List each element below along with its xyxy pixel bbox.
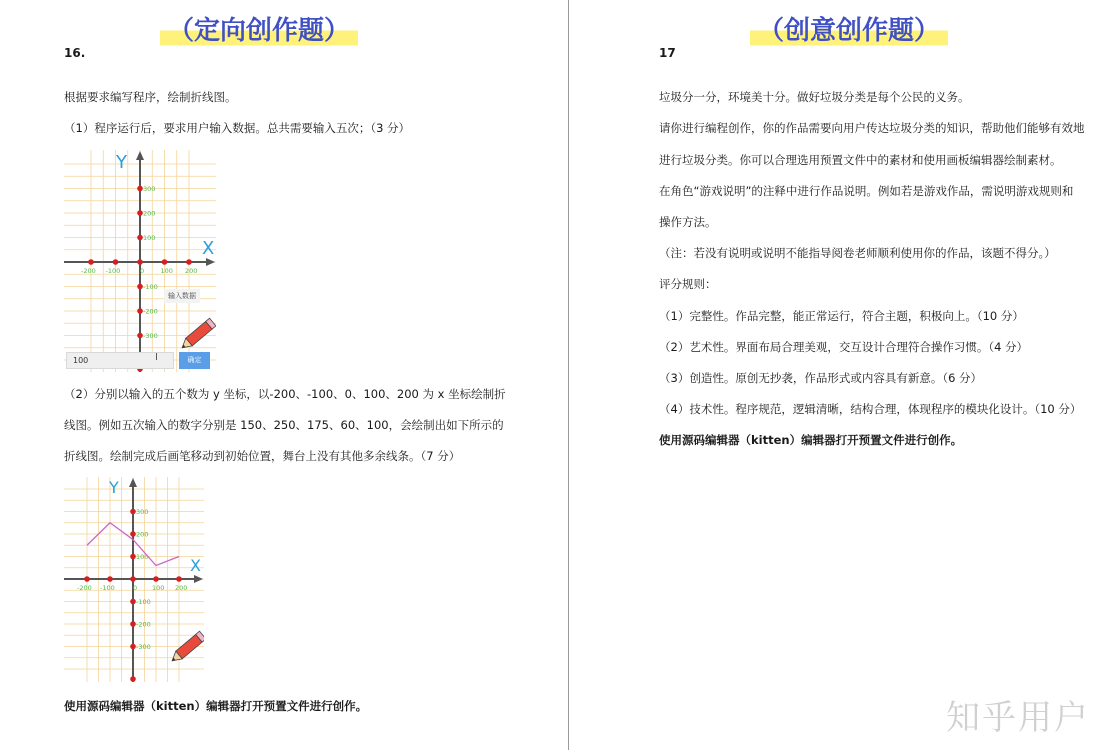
x-axis-arrow (206, 258, 215, 266)
y-tick-label: 300 (143, 185, 156, 193)
question-16-requirement-2-line-1: （2）分别以输入的五个数为 y 坐标，以-200、-100、0、100、200 为 x 坐标绘制折 (64, 387, 506, 401)
figure-1-coordinate-grid (64, 150, 216, 372)
y-tick-label: 100 (136, 553, 149, 561)
question-17-paragraph-2: 请你进行编程创作，你的作品需要向用户传达垃圾分类的知识，帮助他们能够有效地 (659, 121, 1085, 135)
x-tick-point (84, 576, 90, 582)
y-tick-label: -100 (143, 283, 158, 291)
y-tick-point (137, 186, 143, 192)
right-section-banner: （创意创作题） (750, 14, 948, 48)
y-tick-label: -100 (136, 598, 151, 606)
question-16-requirement-2-line-2: 线图。例如五次输入的数字分别是 150、250、175、60、100，会绘制出如下所示的 (64, 418, 504, 432)
question-17-paragraph-4: 在角色“游戏说明”的注释中进行作品说明。例如若是游戏作品，需说明游戏规则和 (659, 184, 1074, 198)
y-tick-point (130, 509, 136, 515)
x-tick-label: 0 (140, 267, 145, 275)
y-axis-label: Y (116, 152, 127, 173)
scoring-rule-4: （4）技术性。程序规范，逻辑清晰，结构合理，体现程序的模块化设计。（10 分） (659, 402, 1082, 416)
x-tick-point (162, 259, 168, 265)
question-16-requirement-1: （1）程序运行后，要求用户输入数据。总共需要输入五次；（3 分） (64, 121, 411, 135)
zhihu-watermark: 知乎用户 (946, 698, 1090, 738)
figure-1-text-cursor: I (155, 352, 158, 363)
question-16-requirement-2-line-3: 折线图。绘制完成后画笔移动到初始位置，舞台上没有其他多余线条。（7 分） (64, 449, 461, 463)
y-tick-point (130, 644, 136, 650)
scoring-rules-heading: 评分规则： (659, 277, 717, 291)
x-tick-point (130, 576, 136, 582)
y-tick-point (130, 621, 136, 627)
page-divider (568, 0, 569, 750)
y-tick-label: 200 (136, 530, 149, 539)
x-tick-label: 0 (133, 584, 138, 592)
x-axis-arrow (194, 575, 203, 583)
x-tick-label: -200 (77, 584, 92, 592)
x-tick-label: -100 (100, 584, 115, 592)
x-tick-label: 200 (175, 584, 188, 592)
y-tick-label: 100 (143, 234, 156, 242)
x-tick-point (107, 576, 113, 582)
y-tick-point (130, 599, 136, 605)
x-tick-point (113, 259, 119, 265)
x-tick-point (153, 576, 159, 582)
question-16-intro: 根据要求编写程序，绘制折线图。 (64, 90, 237, 104)
x-tick-label: -100 (105, 267, 121, 275)
y-axis-label: Y (109, 478, 119, 497)
y-tick-point (130, 531, 136, 537)
question-17-footer: 使用源码编辑器（kitten）编辑器打开预置文件进行创作。 (659, 433, 963, 447)
x-tick-label: -200 (81, 267, 96, 275)
scoring-rule-2: （2）艺术性。界面布局合理美观，交互设计合理符合操作习惯。（4 分） (659, 340, 1029, 354)
question-17-paragraph-3: 进行垃圾分类。你可以合理选用预置文件中的素材和使用画板编辑器绘制素材。 (659, 153, 1062, 167)
figure-2-line-chart-example (64, 477, 204, 682)
scoring-rule-3: （3）创造性。原创无抄袭，作品形式或内容具有新意。（6 分） (659, 371, 983, 385)
pencil-icon (169, 631, 204, 664)
figure-1-ok-button: 确定 (179, 352, 210, 369)
x-tick-point (88, 259, 94, 265)
y-tick-label: -200 (136, 620, 151, 629)
y-tick-label: 300 (136, 508, 149, 516)
x-tick-point (176, 576, 182, 582)
y-tick-label: -200 (143, 307, 158, 316)
y-tick-label: 200 (143, 209, 156, 218)
question-17-note: （注：若没有说明或说明不能指导阅卷老师顺利使用你的作品，该题不得分。） (659, 246, 1056, 260)
y-axis-end-point (130, 676, 136, 682)
left-section-banner: （定向创作题） (160, 14, 358, 48)
scoring-rule-1: （1）完整性。作品完整，能正常运行，符合主题，积极向上。（10 分） (659, 309, 1024, 323)
x-tick-point (186, 259, 192, 265)
figure-1-input-field: 100 (66, 352, 174, 369)
y-tick-point (130, 554, 136, 560)
y-tick-point (137, 308, 143, 314)
x-tick-label: 100 (152, 584, 165, 592)
question-16-footer: 使用源码编辑器（kitten）编辑器打开预置文件进行创作。 (64, 699, 368, 713)
y-tick-label: -300 (143, 332, 158, 340)
x-tick-point (137, 259, 143, 265)
y-axis-arrow (129, 478, 137, 487)
figure-1-input-prompt: 输入数据 (164, 289, 200, 303)
question-17-paragraph-1: 垃圾分一分，环境美十分。做好垃圾分类是每个公民的义务。 (659, 90, 970, 104)
question-number-17: 17 (659, 46, 676, 60)
y-tick-label: -300 (136, 643, 151, 651)
y-tick-point (137, 210, 143, 216)
y-axis-arrow (136, 151, 144, 160)
x-axis-label: X (190, 556, 201, 575)
right-page (570, 0, 1118, 750)
y-tick-point (137, 235, 143, 241)
x-tick-label: 100 (160, 267, 173, 275)
y-tick-point (137, 284, 143, 290)
question-number-16: 16. (64, 46, 86, 60)
y-tick-point (137, 333, 143, 339)
x-axis-label: X (202, 238, 215, 259)
question-17-paragraph-5: 操作方法。 (659, 215, 717, 229)
x-tick-label: 200 (185, 267, 198, 275)
